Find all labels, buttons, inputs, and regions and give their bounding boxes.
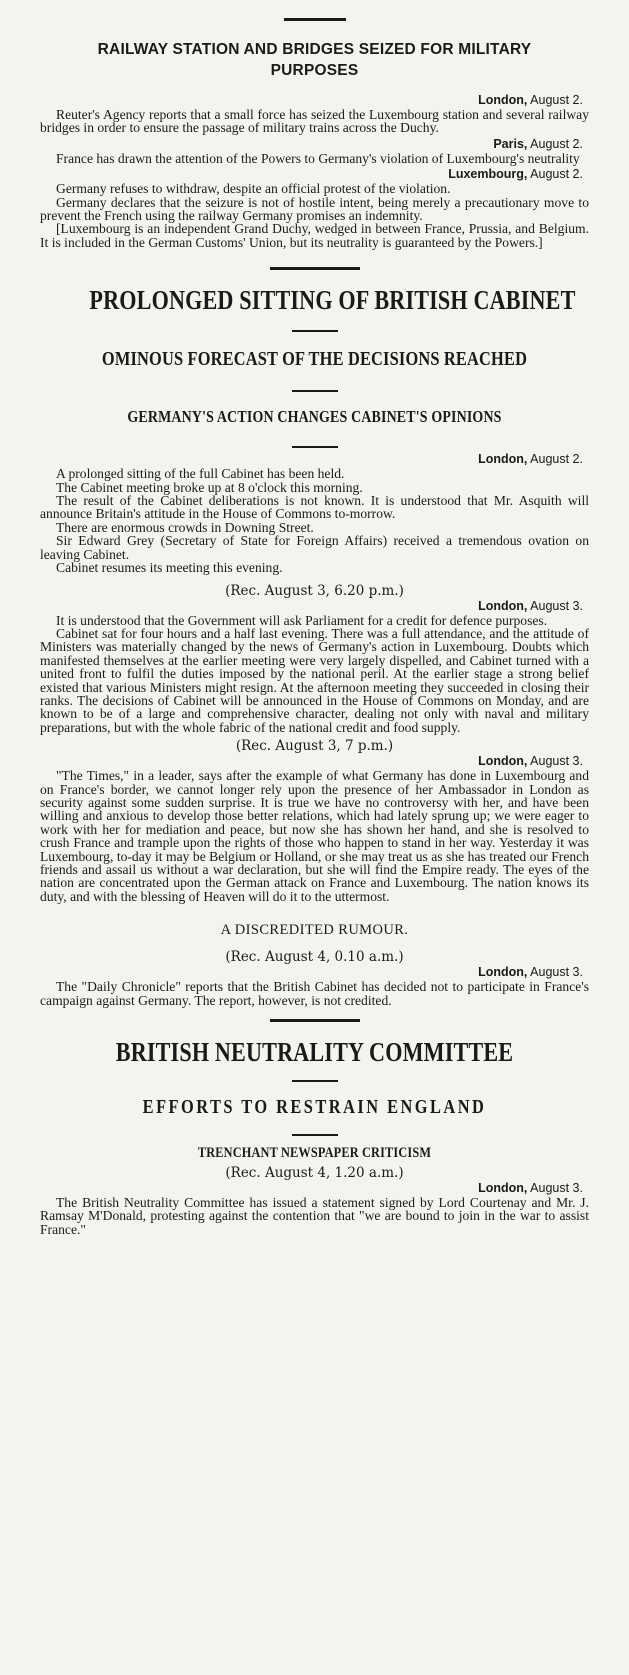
cabinet-dateline-2: London, August 3. (478, 598, 583, 613)
rumour-para-1: The "Daily Chronicle" reports that the British Cabinet has decided not to participate in France's campaign against Germany. The report, however, is not credited. (40, 979, 589, 1008)
cabinet-para-7: It is understood that the Government will ask Parliament for a credit for defence purposes. (56, 612, 548, 628)
railway-headline: RAILWAY STATION AND BRIDGES SEIZED FOR MILITARY PURPOSES (97, 41, 532, 79)
cabinet-rec-1: (Rec. August 3, 6.20 p.m.) (225, 582, 404, 599)
railway-para-4: Germany declares that the seizure is not of hostile intent, being merely a precautionary move to prevent the French using the railway Germany promises an indemnity. (40, 194, 589, 224)
cabinet-para-9: "The Times," in a leader, says after the example of what Germany has done in Luxembourg and on France's border, we cannot longer rely upon the presence of her Ambassador in London as security against some sudden surprise. It is true we have no controversy with her, and have been willing and anxious to develop those better relations, which had lately sprung up; we were eager to work with her for mediation and peace, but now she has shown her hand, and she is resolved to crush France and trample upon the rights of those who happen to stand in her way. Yesterday it was Luxembourg, to-day it may be Belgium or Holland, or she may treat us as she has treated our French friends and assail us without a war declaration, but she will find the Empire ready. The eyes of the nation are concentrated upon the German attack on France and Luxembourg. The nation knows its duty, and with the blessing of Heaven will do it to the uttermost. (40, 768, 589, 904)
rumour-headline: A DISCREDITED RUMOUR. (220, 922, 409, 939)
neutrality-para-1: The British Neutrality Committee has issued a statement signed by Lord Courtenay and Mr. J. Ramsay M'Donald, protesting against the contention that "we are bound to join in the war to assist France." (40, 1195, 589, 1237)
railway-dateline-luxembourg: Luxembourg, August 2. (448, 167, 583, 182)
railway-para-5: [Luxembourg is an independent Grand Duchy, wedged in between France, Prussia, and Belgium. It is included in the German Customs' Union, but its neutrality is guaranteed by the Powers.] (40, 221, 589, 250)
cabinet-para-8: Cabinet sat for four hours and a half last evening. There was a full attendance, and the attitude of Ministers was materially changed by the news of Germany's action in Luxembourg. Doubts which manifested themselves at the earlier meeting were very largely dispelled, and Cabinet turned with a united front to fulfil the duties imposed by the national peril. At the earlier stage a strong belief existed that various Ministers might resign. At the afternoon meeting they succeeded in closing their ranks. The decisions of Cabinet will be announced in the House of Commons on Monday, and are known to be of a large and comprehensive character, dealing not only with naval and military preparations, but with the whole fabric of the national credit and food supply. (40, 625, 589, 735)
rumour-dateline: London, August 3. (478, 965, 583, 980)
cabinet-para-5: Sir Edward Grey (Secretary of State for Foreign Affairs) received a tremendous ovation on leaving Cabinet. (40, 533, 589, 562)
cabinet-dateline-3: London, August 3. (478, 754, 583, 769)
railway-para-1: Reuter's Agency reports that a small force has seized the Luxembourg station and several railway bridges in order to ensure the passage of military trains across the Duchy. (40, 107, 589, 136)
cabinet-subhead-2: GERMANY'S ACTION CHANGES CABINET'S OPINIONS (127, 407, 502, 427)
railway-dateline-paris: Paris, August 2. (493, 136, 583, 151)
cabinet-subhead-1: OMINOUS FORECAST OF THE DECISIONS REACHED (101, 348, 528, 371)
neutrality-dateline: London, August 3. (478, 1181, 583, 1196)
cabinet-para-3: The result of the Cabinet deliberations is not known. It is understood that Mr. Asquith will announce Britain's attitude in the House of Commons to-morrow. (40, 493, 589, 522)
railway-para-3: Germany refuses to withdraw, despite an official protest of the violation. (56, 181, 451, 197)
neutrality-headline: BRITISH NEUTRALITY COMMITTEE (115, 1037, 514, 1068)
cabinet-para-4: There are enormous crowds in Downing Street. (56, 519, 314, 535)
cabinet-para-2: The Cabinet meeting broke up at 8 o'clock this morning. (56, 479, 363, 495)
cabinet-rec-2: (Rec. August 3, 7 p.m.) (235, 738, 394, 755)
neutrality-subhead-2: TRENCHANT NEWSPAPER CRITICISM (197, 1145, 432, 1162)
neutrality-subhead-1: EFFORTS TO RESTRAIN ENGLAND (142, 1096, 487, 1119)
cabinet-headline: PROLONGED SITTING OF BRITISH CABINET (89, 285, 576, 316)
cabinet-para-1: A prolonged sitting of the full Cabinet has been held. (56, 466, 345, 482)
railway-dateline-london: London, August 2. (478, 93, 583, 107)
railway-para-2: France has drawn the attention of the Powers to Germany's violation of Luxembourg's neutrality (56, 150, 580, 166)
cabinet-para-6: Cabinet resumes its meeting this evening. (56, 560, 283, 576)
neutrality-rec: (Rec. August 4, 1.20 a.m.) (225, 1165, 404, 1182)
rumour-rec: (Rec. August 4, 0.10 a.m.) (225, 949, 404, 966)
cabinet-dateline-1: London, August 2. (478, 452, 583, 467)
